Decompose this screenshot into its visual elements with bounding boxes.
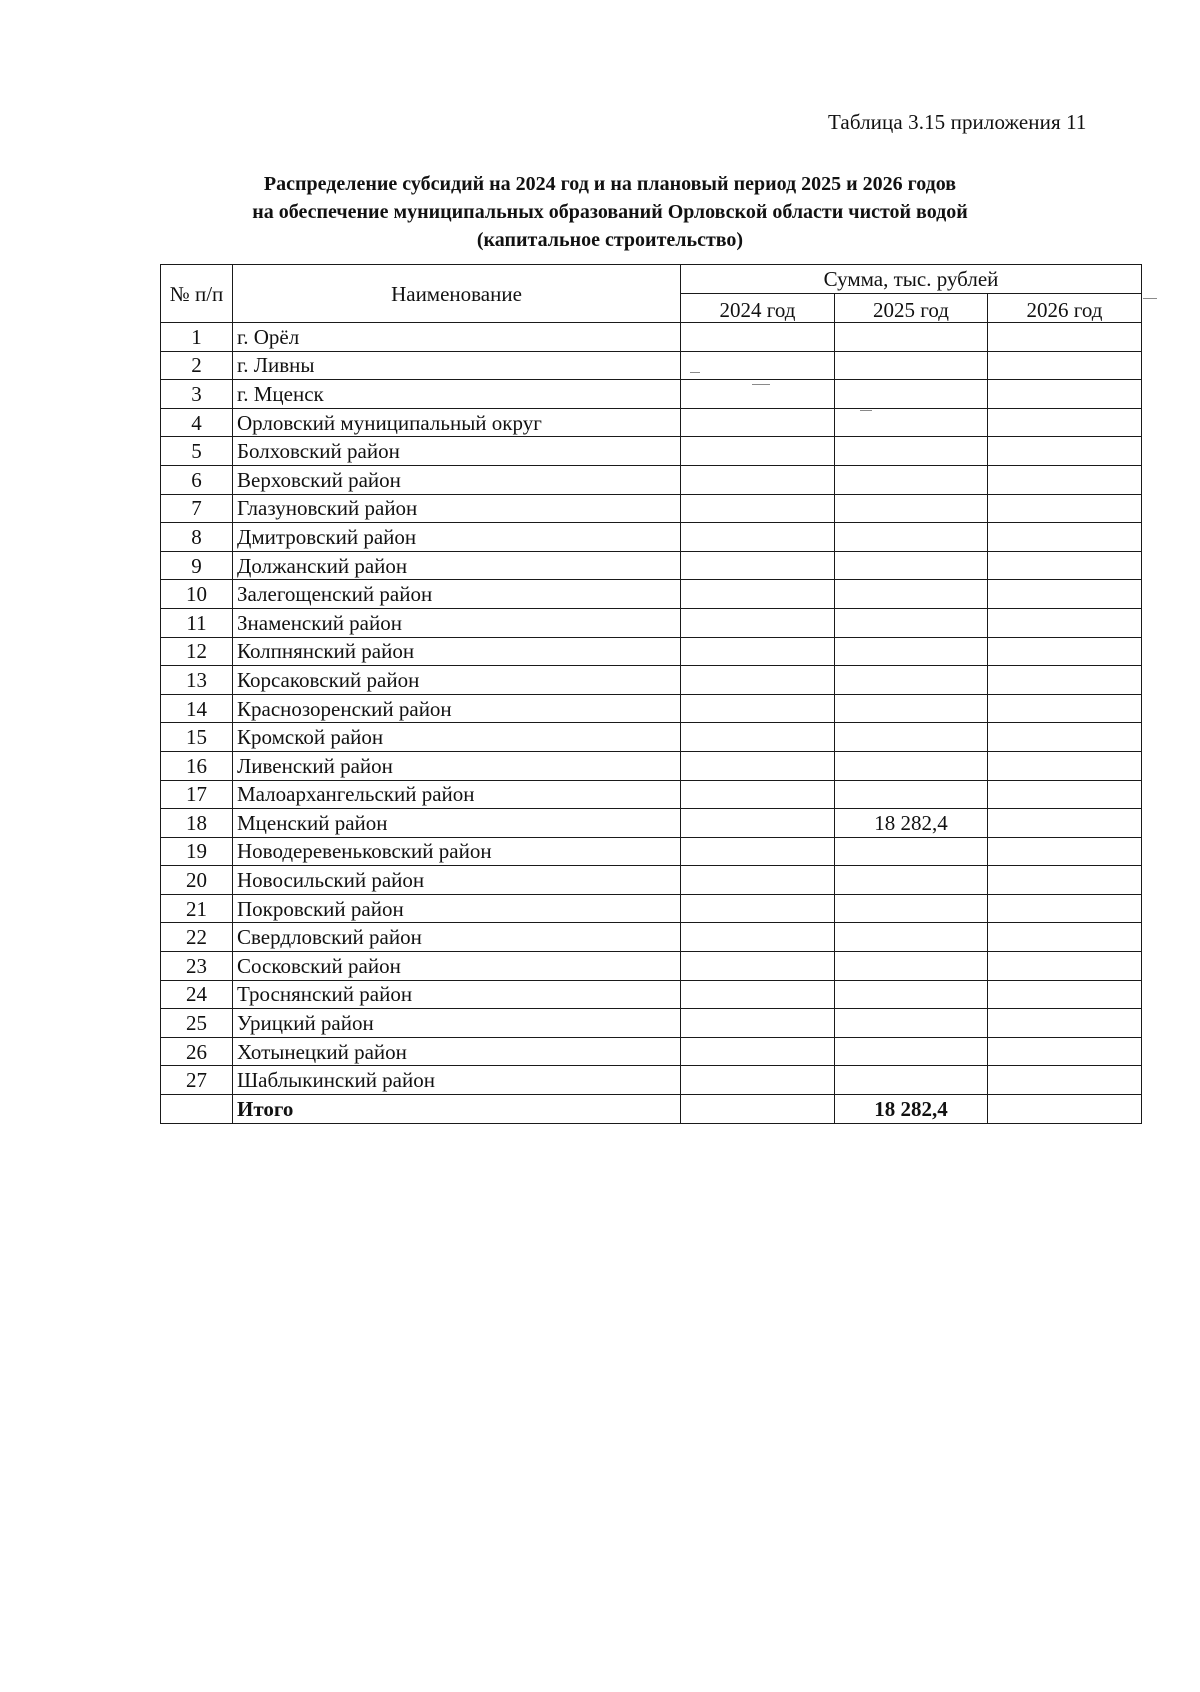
row-value-2026 (988, 809, 1142, 838)
row-number: 26 (161, 1037, 233, 1066)
row-value-2025 (835, 1009, 988, 1038)
table-row (161, 809, 1142, 838)
row-value-2025 (835, 837, 988, 866)
row-value-2025 (835, 637, 988, 666)
row-name: Сосковский район (233, 952, 681, 981)
header-year-2024: 2024 год (681, 294, 835, 323)
header-sum: Сумма, тыс. рублей (681, 265, 1142, 294)
row-value-2026 (988, 351, 1142, 380)
row-value-2024 (681, 694, 835, 723)
row-name: Троснянский район (233, 980, 681, 1009)
row-number: 24 (161, 980, 233, 1009)
row-value-2024 (681, 780, 835, 809)
table-row (161, 351, 1142, 380)
scan-speck (860, 410, 872, 411)
row-value-2025 (835, 494, 988, 523)
row-value-2026 (988, 952, 1142, 981)
row-name: Урицкий район (233, 1009, 681, 1038)
row-name: Залегощенский район (233, 580, 681, 609)
row-name: Кромской район (233, 723, 681, 752)
row-number: 18 (161, 809, 233, 838)
row-value-2026 (988, 323, 1142, 352)
row-name: Покровский район (233, 894, 681, 923)
table-body (161, 323, 1142, 1124)
row-value-2025: 18 282,4 (835, 809, 988, 838)
row-value-2025 (835, 751, 988, 780)
table-row (161, 837, 1142, 866)
row-value-2026 (988, 523, 1142, 552)
row-name: Должанский район (233, 551, 681, 580)
row-name: Шаблыкинский район (233, 1066, 681, 1095)
row-value-2024 (681, 580, 835, 609)
row-value-2024 (681, 723, 835, 752)
table-row (161, 694, 1142, 723)
table-row (161, 1066, 1142, 1095)
row-number: 4 (161, 408, 233, 437)
row-value-2026 (988, 980, 1142, 1009)
row-value-2026 (988, 923, 1142, 952)
table-row (161, 780, 1142, 809)
table-row (161, 380, 1142, 409)
table-row (161, 523, 1142, 552)
row-value-2026 (988, 694, 1142, 723)
row-value-2024 (681, 1037, 835, 1066)
row-value-2026 (988, 608, 1142, 637)
row-value-2025 (835, 523, 988, 552)
scan-speck (752, 384, 770, 385)
table-header (161, 265, 1142, 323)
table-row (161, 323, 1142, 352)
row-number: 5 (161, 437, 233, 466)
row-value-2024 (681, 894, 835, 923)
row-number: 23 (161, 952, 233, 981)
row-name: Мценский район (233, 809, 681, 838)
table-row (161, 494, 1142, 523)
row-name: Колпнянский район (233, 637, 681, 666)
row-value-2026 (988, 837, 1142, 866)
row-name: г. Ливны (233, 351, 681, 380)
row-value-2024 (681, 751, 835, 780)
row-value-2026 (988, 666, 1142, 695)
row-value-2026 (988, 437, 1142, 466)
row-value-2024 (681, 666, 835, 695)
row-number: 27 (161, 1066, 233, 1095)
table-row (161, 580, 1142, 609)
row-value-2026 (988, 465, 1142, 494)
row-number: 8 (161, 523, 233, 552)
row-value-2026 (988, 551, 1142, 580)
row-value-2026 (988, 380, 1142, 409)
row-value-2025 (835, 723, 988, 752)
row-value-2025 (835, 923, 988, 952)
row-value-2024 (681, 608, 835, 637)
header-year-2026: 2026 год (988, 294, 1142, 323)
row-number: 22 (161, 923, 233, 952)
scan-speck (1143, 298, 1157, 299)
row-value-2024 (681, 980, 835, 1009)
row-name: Болховский район (233, 437, 681, 466)
row-name: Глазуновский район (233, 494, 681, 523)
row-value-2026 (988, 1037, 1142, 1066)
row-value-2026 (988, 723, 1142, 752)
row-number: 19 (161, 837, 233, 866)
table-row (161, 952, 1142, 981)
header-year-2025: 2025 год (835, 294, 988, 323)
title-line-3: (капитальное строительство) (476, 229, 744, 251)
row-number: 7 (161, 494, 233, 523)
table-row (161, 551, 1142, 580)
row-name: Новодеревеньковский район (233, 837, 681, 866)
row-number: 16 (161, 751, 233, 780)
row-number: 13 (161, 666, 233, 695)
row-value-2025 (835, 608, 988, 637)
row-name: Хотынецкий район (233, 1037, 681, 1066)
row-number (161, 1095, 233, 1124)
table-row (161, 923, 1142, 952)
table-row (161, 1037, 1142, 1066)
row-value-2024 (681, 837, 835, 866)
row-value-2025 (835, 980, 988, 1009)
row-name: г. Мценск (233, 380, 681, 409)
row-value-2024 (681, 923, 835, 952)
row-value-2025 (835, 351, 988, 380)
row-value-2024 (681, 437, 835, 466)
row-name: Верховский район (233, 465, 681, 494)
row-value-2024 (681, 523, 835, 552)
row-name: Краснозоренский район (233, 694, 681, 723)
row-value-2024 (681, 809, 835, 838)
row-value-2025 (835, 694, 988, 723)
header-name: Наименование (233, 265, 681, 323)
title-line-2: на обеспечение муниципальных образований Орловской области чистой водой (252, 201, 968, 223)
row-value-2024 (681, 1066, 835, 1095)
row-name: Корсаковский район (233, 666, 681, 695)
row-value-2026 (988, 1009, 1142, 1038)
appendix-label: Таблица 3.15 приложения 11 (828, 110, 1087, 134)
row-value-2026 (988, 866, 1142, 895)
row-value-2024 (681, 952, 835, 981)
row-name: Орловский муниципальный округ (233, 408, 681, 437)
row-value-2025: 18 282,4 (835, 1095, 988, 1124)
row-value-2024 (681, 494, 835, 523)
table-row (161, 608, 1142, 637)
row-name: Ливенский район (233, 751, 681, 780)
row-number: 25 (161, 1009, 233, 1038)
table-row (161, 723, 1142, 752)
row-number: 11 (161, 608, 233, 637)
row-value-2025 (835, 408, 988, 437)
title-line-1: Распределение субсидий на 2024 год и на плановый период 2025 и 2026 годов (263, 173, 957, 195)
table-row (161, 666, 1142, 695)
row-value-2025 (835, 666, 988, 695)
document-title (160, 170, 1060, 254)
row-name: Знаменский район (233, 608, 681, 637)
row-value-2025 (835, 323, 988, 352)
row-number: 17 (161, 780, 233, 809)
table-row (161, 751, 1142, 780)
row-value-2024 (681, 551, 835, 580)
table-row (161, 637, 1142, 666)
header-num: № п/п (161, 265, 233, 323)
table-row (161, 866, 1142, 895)
row-value-2024 (681, 323, 835, 352)
row-number: 14 (161, 694, 233, 723)
row-value-2024 (681, 1095, 835, 1124)
row-value-2024 (681, 1009, 835, 1038)
row-value-2025 (835, 1037, 988, 1066)
row-name: Новосильский район (233, 866, 681, 895)
row-value-2025 (835, 551, 988, 580)
scan-speck (690, 372, 700, 373)
row-value-2026 (988, 1066, 1142, 1095)
row-number: 1 (161, 323, 233, 352)
table-row (161, 408, 1142, 437)
row-name: Малоархангельский район (233, 780, 681, 809)
table-total-row (161, 1095, 1142, 1124)
table-row (161, 980, 1142, 1009)
subsidy-table (160, 264, 1142, 1124)
row-value-2025 (835, 380, 988, 409)
row-value-2024 (681, 408, 835, 437)
table-row (161, 465, 1142, 494)
row-value-2026 (988, 408, 1142, 437)
table-row (161, 894, 1142, 923)
row-value-2025 (835, 894, 988, 923)
row-value-2026 (988, 780, 1142, 809)
row-value-2026 (988, 751, 1142, 780)
row-value-2025 (835, 580, 988, 609)
row-number: 20 (161, 866, 233, 895)
row-name: г. Орёл (233, 323, 681, 352)
row-name: Свердловский район (233, 923, 681, 952)
row-name: Дмитровский район (233, 523, 681, 552)
row-value-2025 (835, 465, 988, 494)
row-number: 15 (161, 723, 233, 752)
row-value-2026 (988, 637, 1142, 666)
row-value-2024 (681, 465, 835, 494)
row-name: Итого (233, 1095, 681, 1124)
row-value-2024 (681, 866, 835, 895)
table-row (161, 1009, 1142, 1038)
row-value-2026 (988, 1095, 1142, 1124)
row-value-2025 (835, 780, 988, 809)
row-number: 10 (161, 580, 233, 609)
row-value-2026 (988, 580, 1142, 609)
table-row (161, 437, 1142, 466)
row-number: 3 (161, 380, 233, 409)
row-number: 2 (161, 351, 233, 380)
row-value-2026 (988, 494, 1142, 523)
row-value-2025 (835, 1066, 988, 1095)
header-row (161, 265, 1142, 294)
row-value-2025 (835, 952, 988, 981)
row-value-2026 (988, 894, 1142, 923)
row-value-2025 (835, 866, 988, 895)
row-number: 21 (161, 894, 233, 923)
row-number: 9 (161, 551, 233, 580)
row-value-2024 (681, 351, 835, 380)
row-value-2024 (681, 637, 835, 666)
row-number: 12 (161, 637, 233, 666)
row-number: 6 (161, 465, 233, 494)
row-value-2025 (835, 437, 988, 466)
